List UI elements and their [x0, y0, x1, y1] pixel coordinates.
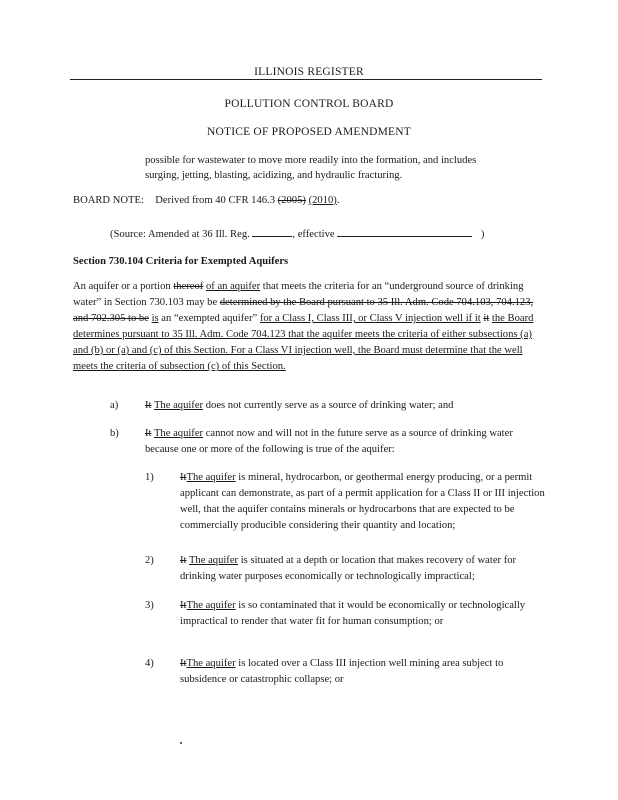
- subitem-3-struck: It: [180, 600, 187, 611]
- source-effective-blank: [337, 226, 472, 237]
- source-open: (Source:: [110, 229, 146, 240]
- board-note-struck-year: (2005): [277, 195, 306, 206]
- intro-line-1: possible for wastewater to move more readily into the formation, and includes: [145, 155, 477, 166]
- subitem-1-struck: It: [180, 472, 187, 483]
- subitem-1-text: [180, 470, 545, 534]
- board-note: [73, 193, 339, 209]
- source-line: [110, 226, 484, 243]
- mp-1: An aquifer or a portion: [73, 281, 174, 292]
- item-a-label: a): [110, 400, 119, 411]
- mp-5: an “exempted aquifer”: [158, 313, 260, 324]
- item-a-text: [145, 398, 545, 414]
- source-effective: , effective: [292, 229, 335, 240]
- board-note-text: Derived from 40 CFR 146.3: [155, 195, 275, 206]
- subitem-3-inserted: The aquifer: [186, 600, 236, 611]
- subitem-3-rest: is so contaminated that it would be economically or technologically impractical to render that water fit for human consumption; or: [180, 600, 526, 627]
- subitem-2-label: 2): [145, 555, 154, 566]
- item-b-text: [145, 426, 545, 458]
- item-b-struck: It: [145, 428, 152, 439]
- item-a-rest: does not currently serve as a source of drinking water; and: [203, 400, 454, 411]
- item-b-label: b): [110, 428, 119, 439]
- subitem-3-label: 3): [145, 600, 154, 611]
- scan-speck: [180, 742, 182, 744]
- subitem-2-inserted: The aquifer: [188, 555, 239, 566]
- subitem-1-rest: is mineral, hydrocarbon, or geothermal energy producing, or a permit applicant can demonstrate, as part of a permit application for a Class II or III injection well, that the aquifer contains minerals or hydrocarbons that are expected to be commercially producible considering their quantity and location;: [180, 472, 545, 531]
- mp-struck-determined: determined by the Board pursuant to 35 Ill. Adm. Code 704.103, 704.123, and 702.305 to be: [73, 297, 534, 324]
- mp-inserted-is: is: [151, 313, 159, 324]
- section-title: Section 730.104 Criteria for Exempted Aquifers: [73, 256, 289, 267]
- board-note-new-year: (2010): [308, 195, 337, 206]
- subitem-2-rest: is situated at a depth or location that makes recovery of water for drinking water purposes economically or technologically impractical;: [180, 555, 517, 582]
- header-rule: [70, 79, 542, 80]
- subitem-3-text: [180, 598, 545, 630]
- subitem-4-label: 4): [145, 658, 154, 669]
- mp-inserted-of-an-aquifer: of an aquifer: [205, 281, 261, 292]
- mp-struck-it: it: [483, 313, 490, 324]
- board-note-period: .: [336, 195, 340, 206]
- source-amended: Amended at 36 Ill. Reg.: [147, 229, 250, 240]
- notice-title: NOTICE OF PROPOSED AMENDMENT: [207, 126, 411, 138]
- item-a-struck: It: [145, 400, 152, 411]
- item-a-inserted: The aquifer: [153, 400, 204, 411]
- subitem-1-label: 1): [145, 472, 154, 483]
- mp-3: that meets the criteria for an “underground source of drinking water” in Section 730.103 may be: [73, 281, 524, 308]
- mp-inserted-class-wells: for a Class I, Class III, or Class V injection well if it: [259, 313, 481, 324]
- mp-struck-thereof: thereof: [173, 281, 204, 292]
- subitem-4-struck: It: [180, 658, 187, 669]
- item-b-rest: cannot now and will not in the future serve as a source of drinking water because one or more of the following is true of the aquifer:: [145, 428, 513, 455]
- main-paragraph: [73, 279, 545, 375]
- source-close: ): [480, 229, 485, 240]
- board-note-label: BOARD NOTE:: [73, 195, 144, 206]
- subitem-2-struck: It: [180, 555, 187, 566]
- board-title: POLLUTION CONTROL BOARD: [224, 98, 394, 110]
- register-title: ILLINOIS REGISTER: [254, 66, 364, 78]
- mp-inserted-board-determines: the Board determines pursuant to 35 Ill. Adm. Code 704.123 that the aquifer meets the criteria of either subsections (a) and (b) or (a) and (c) of this Section. For a Class VI injection well, the Board must determine that the well meets the criteria of subsection (c) of this Section.: [73, 313, 534, 372]
- subitem-1-inserted: The aquifer: [186, 472, 236, 483]
- subitem-4-rest: is located over a Class III injection well mining area subject to subsidence or catastrophic collapse; or: [180, 658, 504, 685]
- item-b-inserted: The aquifer: [153, 428, 204, 439]
- source-reg-blank: [252, 226, 292, 237]
- subitem-2-text: [180, 553, 545, 585]
- subitem-4-text: [180, 656, 545, 688]
- intro-line-2: surging, jetting, blasting, acidizing, and hydraulic fracturing.: [145, 170, 403, 181]
- subitem-4-inserted: The aquifer: [186, 658, 236, 669]
